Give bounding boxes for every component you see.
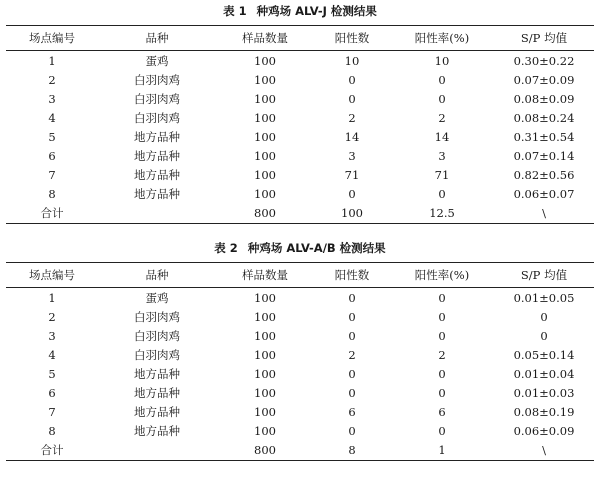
table-row (6, 326, 594, 345)
column-header-sp-mean: S/P 均值 (494, 26, 594, 51)
column-header-breed: 品种 (98, 26, 216, 51)
cell-positive-rate: 0 (438, 424, 446, 439)
cell-sp-mean: 0.30±0.22 (513, 53, 575, 68)
cell-site-id: 3 (48, 91, 56, 106)
table-row (6, 288, 594, 308)
cell-positive-rate: 10 (434, 53, 450, 68)
cell-positive-count: 0 (348, 366, 356, 381)
cell-sample-count: 100 (254, 129, 276, 144)
table-1-title: 种鸡场 ALV-J 检测结果 (256, 4, 377, 18)
cell-positive-count: 0 (348, 328, 356, 343)
column-header-sample-count: 样品数量 (216, 263, 314, 288)
table-row (6, 70, 594, 89)
cell-positive-count: 0 (348, 91, 356, 106)
table-2-caption (0, 241, 600, 255)
cell-breed: 地方品种 (134, 386, 180, 401)
total-positive-count: 8 (314, 441, 390, 461)
table-row (6, 146, 594, 165)
cell-breed: 地方品种 (134, 149, 180, 164)
cell-site-id: 7 (48, 168, 56, 183)
cell-positive-rate: 0 (438, 187, 446, 202)
cell-sp-mean: 0.01±0.04 (513, 366, 575, 381)
cell-sp-mean: 0.06±0.09 (513, 424, 575, 439)
cell-positive-rate: 2 (438, 347, 446, 362)
column-header-positive-count: 阳性数 (314, 263, 390, 288)
column-header-breed: 品种 (98, 263, 216, 288)
cell-positive-rate: 2 (438, 110, 446, 125)
cell-sample-count: 100 (254, 424, 276, 439)
cell-positive-rate: 0 (438, 91, 446, 106)
cell-sample-count: 100 (254, 110, 276, 125)
cell-breed: 白羽肉鸡 (134, 309, 180, 324)
table-row (6, 383, 594, 402)
cell-positive-rate: 0 (438, 72, 446, 87)
cell-sp-mean: 0.08±0.24 (513, 110, 575, 125)
column-header-sp-mean: S/P 均值 (494, 263, 594, 288)
total-site-id: 合计 (6, 204, 98, 224)
total-site-id: 合计 (6, 441, 98, 461)
cell-site-id: 2 (48, 309, 56, 324)
cell-sp-mean: 0.08±0.09 (513, 91, 575, 106)
cell-positive-rate: 0 (438, 366, 446, 381)
cell-positive-count: 0 (348, 290, 356, 305)
cell-site-id: 1 (48, 290, 56, 305)
cell-positive-count: 0 (348, 309, 356, 324)
cell-positive-count: 2 (348, 110, 356, 125)
cell-sample-count: 100 (254, 91, 276, 106)
table-row (6, 89, 594, 108)
cell-breed: 地方品种 (134, 168, 180, 183)
cell-sample-count: 100 (254, 405, 276, 420)
cell-sample-count: 100 (254, 366, 276, 381)
table-row (6, 364, 594, 383)
column-header-positive-count: 阳性数 (314, 26, 390, 51)
cell-sample-count: 100 (254, 290, 276, 305)
cell-sp-mean: 0.07±0.14 (513, 149, 575, 164)
column-header-sample-count: 样品数量 (216, 26, 314, 51)
cell-sp-mean: 0.31±0.54 (513, 129, 575, 144)
column-header-site-id: 场点编号 (6, 263, 98, 288)
cell-sp-mean: 0.82±0.56 (513, 168, 575, 183)
table-1-caption (0, 4, 600, 18)
cell-breed: 白羽肉鸡 (134, 72, 180, 87)
table-row (6, 127, 594, 146)
cell-site-id: 5 (48, 366, 56, 381)
cell-site-id: 5 (48, 129, 56, 144)
table-2 (6, 262, 594, 461)
cell-sample-count: 100 (254, 149, 276, 164)
table-row (6, 345, 594, 364)
cell-sp-mean: 0.08±0.19 (513, 405, 575, 420)
cell-sp-mean: 0.06±0.07 (513, 187, 575, 202)
total-sp-mean: \ (494, 441, 594, 461)
cell-site-id: 4 (48, 110, 56, 125)
cell-sample-count: 100 (254, 72, 276, 87)
cell-site-id: 2 (48, 72, 56, 87)
total-sample-count: 800 (216, 441, 314, 461)
cell-site-id: 6 (48, 149, 56, 164)
total-breed (98, 204, 216, 224)
cell-positive-rate: 0 (438, 386, 446, 401)
cell-sample-count: 100 (254, 328, 276, 343)
cell-positive-count: 0 (348, 386, 356, 401)
cell-site-id: 3 (48, 328, 56, 343)
cell-site-id: 8 (48, 424, 56, 439)
total-positive-rate: 12.5 (390, 204, 494, 224)
cell-breed: 地方品种 (134, 405, 180, 420)
cell-site-id: 4 (48, 347, 56, 362)
table-1-header-row (6, 26, 594, 51)
cell-site-id: 7 (48, 405, 56, 420)
cell-breed: 地方品种 (134, 187, 180, 202)
cell-breed: 蛋鸡 (145, 53, 169, 68)
cell-breed: 蛋鸡 (145, 290, 169, 305)
cell-sample-count: 100 (254, 168, 276, 183)
cell-breed: 地方品种 (134, 424, 180, 439)
table-row (6, 422, 594, 441)
cell-site-id: 6 (48, 386, 56, 401)
cell-sp-mean: 0.05±0.14 (513, 347, 575, 362)
table-1-number: 表 1 (223, 4, 247, 18)
table-2-number: 表 2 (214, 241, 238, 255)
cell-breed: 白羽肉鸡 (134, 91, 180, 106)
cell-site-id: 8 (48, 187, 56, 202)
cell-sp-mean: 0 (540, 328, 548, 343)
column-header-positive-rate: 阳性率(%) (390, 26, 494, 51)
cell-sp-mean: 0.01±0.05 (513, 290, 575, 305)
column-header-positive-rate: 阳性率(%) (390, 263, 494, 288)
cell-sample-count: 100 (254, 53, 276, 68)
total-sample-count: 800 (216, 204, 314, 224)
table-row (6, 51, 594, 71)
cell-breed: 白羽肉鸡 (134, 110, 180, 125)
cell-positive-rate: 0 (438, 309, 446, 324)
cell-positive-count: 10 (344, 53, 360, 68)
cell-positive-count: 2 (348, 347, 356, 362)
cell-sp-mean: 0.01±0.03 (513, 386, 575, 401)
total-positive-count: 100 (314, 204, 390, 224)
cell-sp-mean: 0.07±0.09 (513, 72, 575, 87)
total-positive-rate: 1 (390, 441, 494, 461)
total-row (6, 441, 594, 461)
table-2-header-row (6, 263, 594, 288)
cell-positive-rate: 14 (434, 129, 450, 144)
table-row (6, 403, 594, 422)
table-2-title: 种鸡场 ALV-A/B 检测结果 (247, 241, 386, 255)
cell-sp-mean: 0 (540, 309, 548, 324)
total-row (6, 204, 594, 224)
cell-positive-count: 3 (348, 149, 356, 164)
cell-positive-count: 6 (348, 405, 356, 420)
cell-positive-count: 71 (344, 168, 360, 183)
total-sp-mean: \ (494, 204, 594, 224)
cell-positive-count: 14 (344, 129, 360, 144)
cell-breed: 地方品种 (134, 129, 180, 144)
cell-positive-rate: 0 (438, 328, 446, 343)
cell-sample-count: 100 (254, 347, 276, 362)
column-header-site-id: 场点编号 (6, 26, 98, 51)
cell-positive-count: 0 (348, 424, 356, 439)
cell-breed: 白羽肉鸡 (134, 328, 180, 343)
cell-positive-count: 0 (348, 187, 356, 202)
cell-positive-rate: 6 (438, 405, 446, 420)
cell-breed: 白羽肉鸡 (134, 347, 180, 362)
cell-site-id: 1 (48, 53, 56, 68)
cell-breed: 地方品种 (134, 366, 180, 381)
cell-positive-rate: 3 (438, 149, 446, 164)
table-row (6, 166, 594, 185)
cell-sample-count: 100 (254, 309, 276, 324)
total-breed (98, 441, 216, 461)
table-1 (6, 25, 594, 224)
table-row (6, 307, 594, 326)
cell-sample-count: 100 (254, 386, 276, 401)
cell-positive-count: 0 (348, 72, 356, 87)
table-row (6, 108, 594, 127)
table-row (6, 185, 594, 204)
cell-positive-rate: 71 (434, 168, 450, 183)
cell-positive-rate: 0 (438, 290, 446, 305)
cell-sample-count: 100 (254, 187, 276, 202)
